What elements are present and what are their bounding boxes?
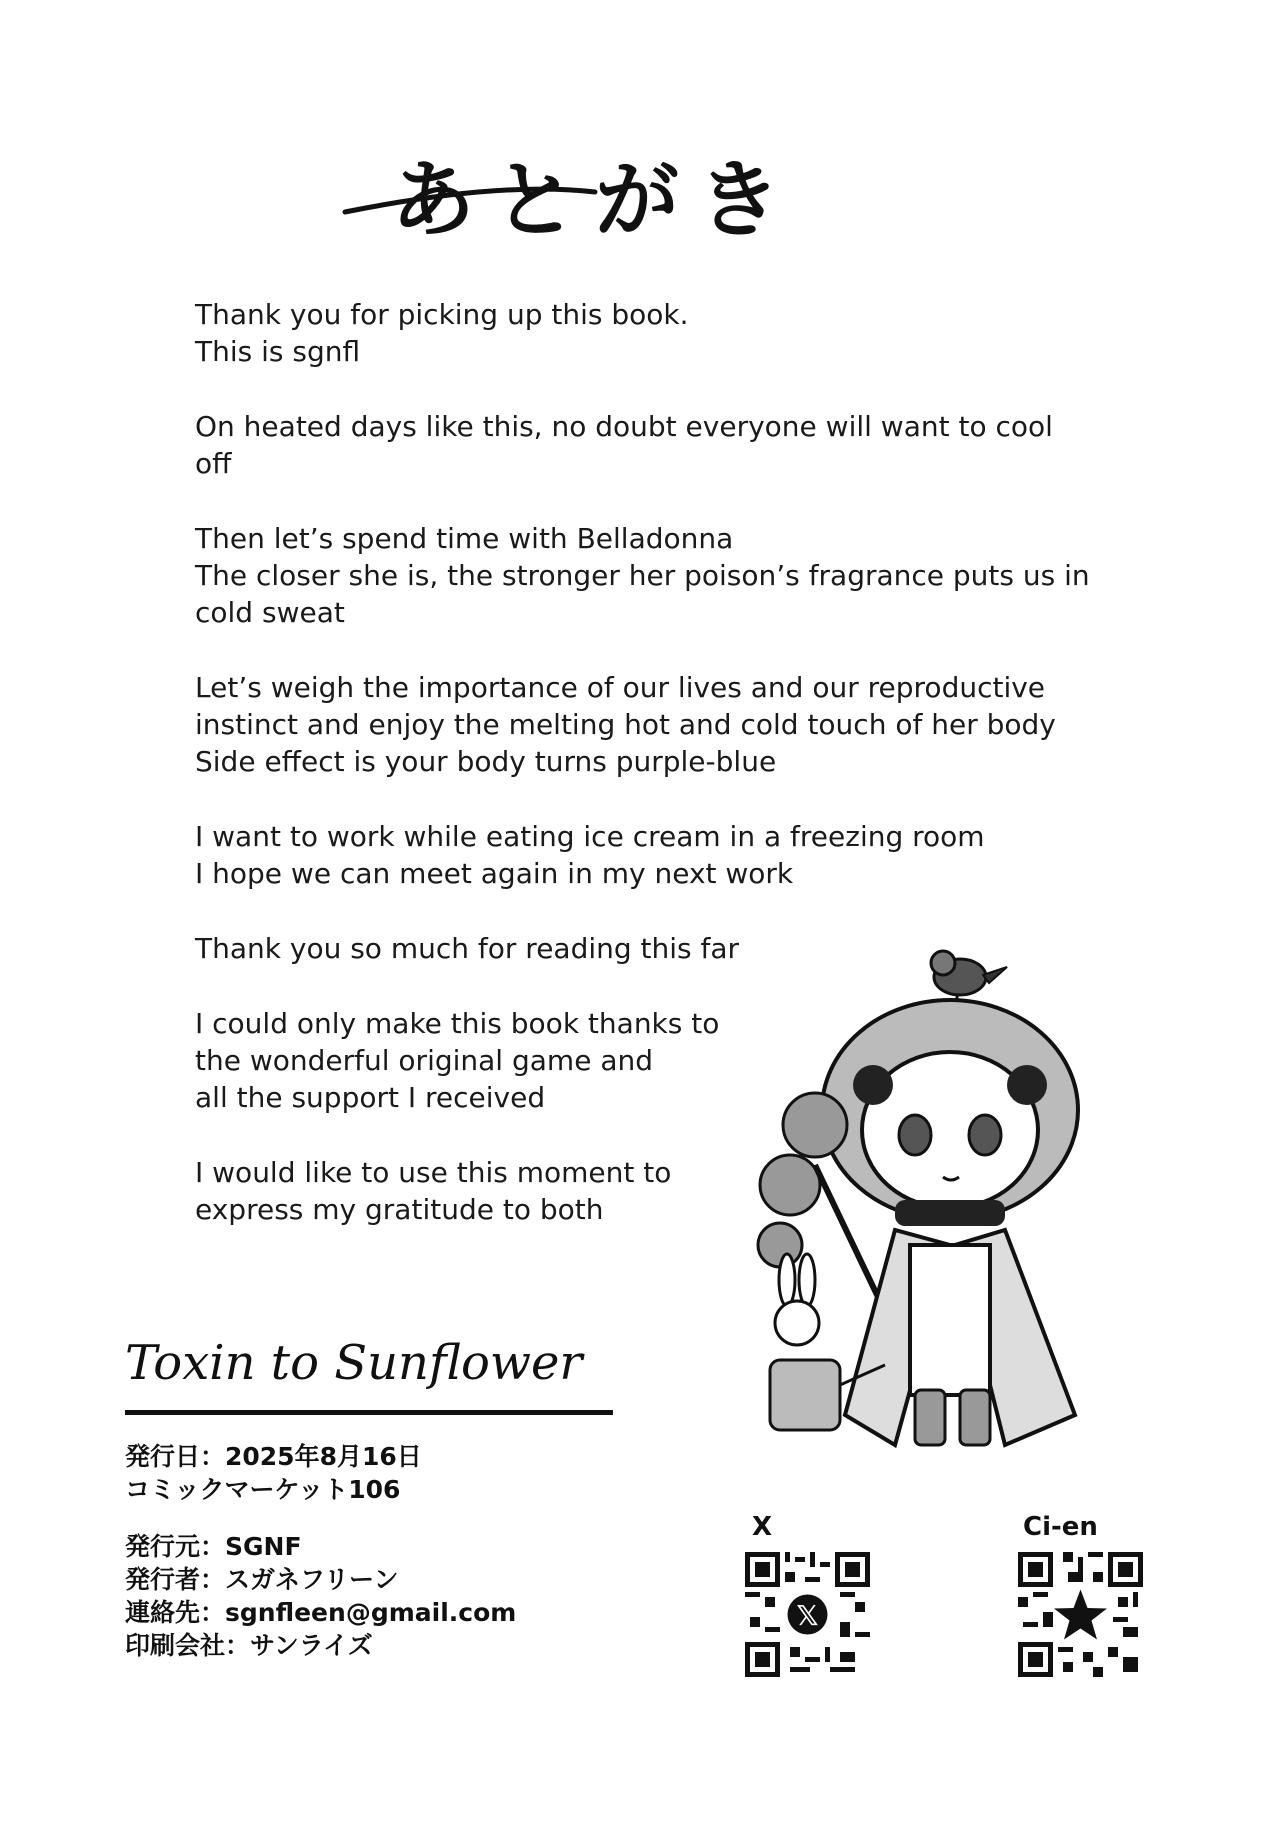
body-line: cold sweat — [195, 596, 345, 629]
body-line: all the support I received — [195, 1081, 546, 1114]
author: 発行者：スガネフリーン — [125, 1565, 399, 1594]
publication-date: 発行日：2025年8月16日 — [125, 1442, 422, 1471]
character-illustration — [745, 945, 1125, 1465]
event-name: コミックマーケット106 — [125, 1475, 401, 1504]
qr-code-x[interactable] — [745, 1552, 870, 1677]
paragraph — [195, 520, 1095, 631]
body-line: express my gratitude to both — [195, 1193, 604, 1226]
body-line: instinct and enjoy the melting hot and cold touch of her body — [195, 708, 1056, 741]
book-title: Toxin to Sunflower — [125, 1335, 583, 1391]
paragraph — [195, 296, 1095, 370]
body-line: the wonderful original game and — [195, 1044, 653, 1077]
qr-label-ci-en: Ci-en — [1023, 1512, 1098, 1542]
bird-icon — [931, 951, 1007, 1005]
svg-text:𝕏: 𝕏 — [796, 1600, 819, 1632]
publisher: 発行元：SGNF — [125, 1532, 302, 1561]
body-line: On heated days like this, no doubt everyone will want to cool off — [195, 410, 1053, 480]
body-line: Side effect is your body turns purple-blue — [195, 745, 777, 778]
body-line: Thank you for picking up this book. — [195, 298, 689, 331]
body-line: Thank you so much for reading this far — [195, 932, 740, 965]
body-line: I would like to use this moment to — [195, 1156, 672, 1189]
title-divider — [125, 1410, 613, 1415]
body-line: I could only make this book thanks to — [195, 1007, 720, 1040]
paragraph — [195, 408, 1095, 482]
contact-email[interactable]: 連絡先：sgnfleen@gmail.com — [125, 1598, 517, 1627]
spacer — [125, 1506, 516, 1530]
rabbit-icon — [775, 1254, 819, 1345]
body-line: Let’s weigh the importance of our lives and our reproductive — [195, 671, 1046, 704]
body-line: Then let’s spend time with Belladonna — [195, 522, 734, 555]
qr-code-ci-en[interactable] — [1018, 1552, 1143, 1677]
printer: 印刷会社：サンライズ — [125, 1631, 373, 1660]
sunflower-icon — [758, 1093, 847, 1267]
body-line: This is sgnfl — [195, 335, 361, 368]
body-line: I want to work while eating ice cream in a freezing room — [195, 820, 985, 853]
body-line: I hope we can meet again in my next work — [195, 857, 794, 890]
qr-label-x: X — [752, 1512, 773, 1542]
colophon — [125, 1440, 516, 1662]
paragraph — [195, 669, 1095, 780]
body-line: The closer she is, the stronger her poison’s fragrance puts us in — [195, 559, 1090, 592]
afterword-heading: あとがき — [390, 150, 799, 249]
paragraph — [195, 818, 1095, 892]
